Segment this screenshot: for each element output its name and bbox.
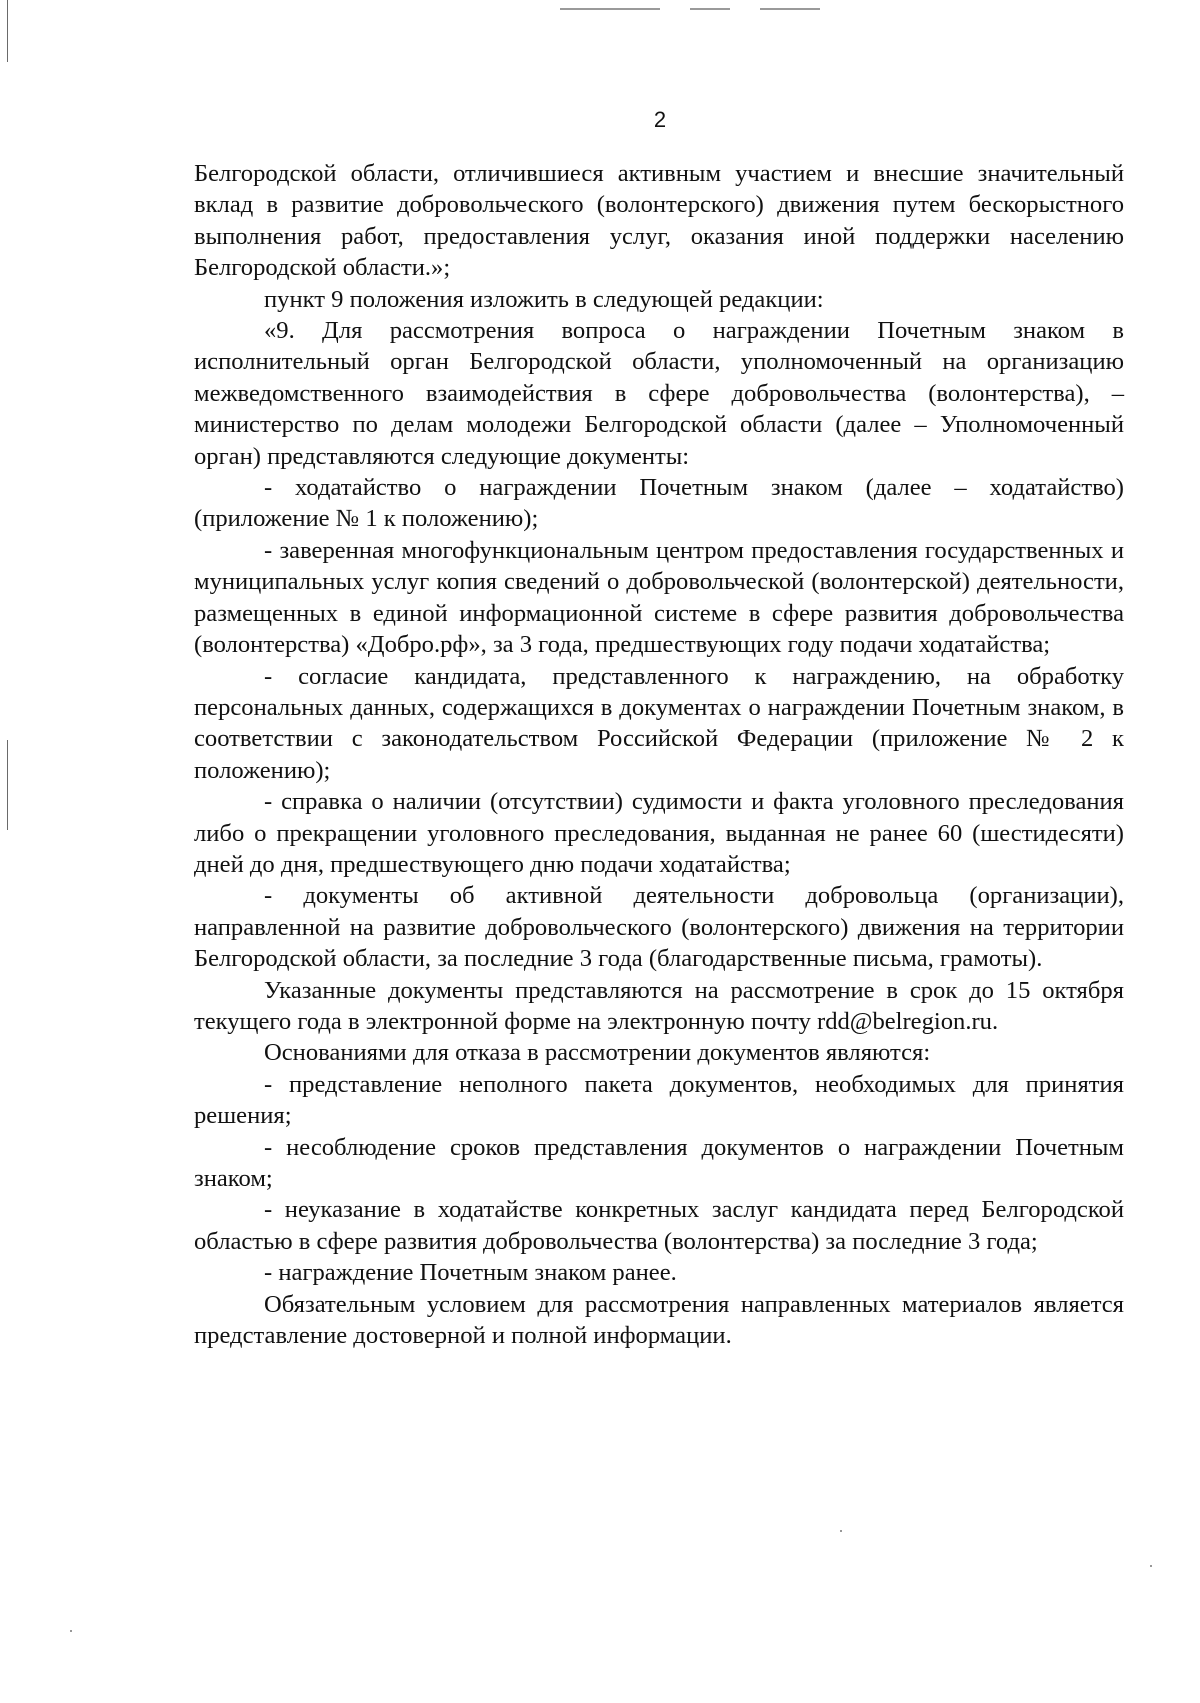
paragraph: пункт 9 положения изложить в следующей редакции: (264, 285, 824, 313)
list-item: - награждение Почетным знаком ранее. (264, 1259, 677, 1287)
paragraph: Указанные документы представляются на рассмотрение в срок до 15 октября текущего года в электронной форме на электронную почту rdd@belregion.ru. (194, 976, 1124, 1035)
list-item: - согласие кандидата, представленного к награждению, на обработку персональных данных, содержащихся в документах о награждении Почетным знаком, в соответствии с законодательством Российской Федерации (приложение № 2 к положению); (194, 662, 1124, 784)
scan-speck (70, 1630, 72, 1632)
list-item: - справка о наличии (отсутствии) судимости и факта уголовного преследования либо о прекращении уголовного преследования, выданная не ранее 60 (шестидесяти) дней до дня, предшествующего дню подачи ходатайства; (194, 788, 1124, 878)
scan-top-mark (760, 8, 820, 10)
list-item: - несоблюдение сроков представления документов о награждении Почетным знаком; (194, 1133, 1124, 1192)
scan-top-mark (560, 8, 660, 10)
scan-speck (1150, 1565, 1152, 1567)
scan-top-mark (690, 8, 730, 10)
paragraph: Белгородской области, отличившиеся активным участием и внесшие значительный вклад в развитие добровольческого (волонтерского) движения путем бескорыстного выполнения работ, предоставления услуг, оказания иной поддержки населению Белгородской области.»; (194, 160, 1124, 282)
scan-speck (840, 1530, 842, 1532)
paragraph: Основаниями для отказа в рассмотрении документов являются: (264, 1039, 931, 1067)
list-item: - неуказание в ходатайстве конкретных заслуг кандидата перед Белгородской областью в сфере развития добровольчества (волонтерства) за последние 3 года; (194, 1196, 1124, 1255)
list-item: - заверенная многофункциональным центром предоставления государственных и муниципальных услуг копия сведений о добровольческой (волонтерской) деятельности, размещенных в единой информационной системе в сфере развития добровольчества (волонтерства) «Добро.рф», за 3 года, предшествующих году подачи ходатайства; (194, 536, 1124, 659)
paragraph: Обязательным условием для рассмотрения направленных материалов является представление достоверной и полной информации. (194, 1290, 1124, 1350)
list-item: - документы об активной деятельности добровольца (организации), направленной на развитие добровольческого (волонтерского) движения на территории Белгородской области, за последние 3 года (благодарственные письма, грамоты). (194, 882, 1124, 973)
paragraph: «9. Для рассмотрения вопроса о награждении Почетным знаком в исполнительный орган Белгородской области, уполномоченный на организацию межведомственного взаимодействия в сфере добровольчества (волонтерства), – министерство по делам молодежи Белгородской области (далее – Уполномоченный орган) представляются следующие документы: (194, 317, 1124, 470)
page-number: 2 (653, 107, 667, 132)
scan-edge-line (7, 0, 8, 62)
document-body (194, 158, 1124, 1351)
list-item: - представление неполного пакета документов, необходимых для принятия решения; (194, 1070, 1124, 1130)
list-item: - ходатайство о награждении Почетным знаком (далее – ходатайство) (приложение № 1 к положению); (194, 474, 1124, 533)
scan-edge-line (7, 740, 8, 830)
